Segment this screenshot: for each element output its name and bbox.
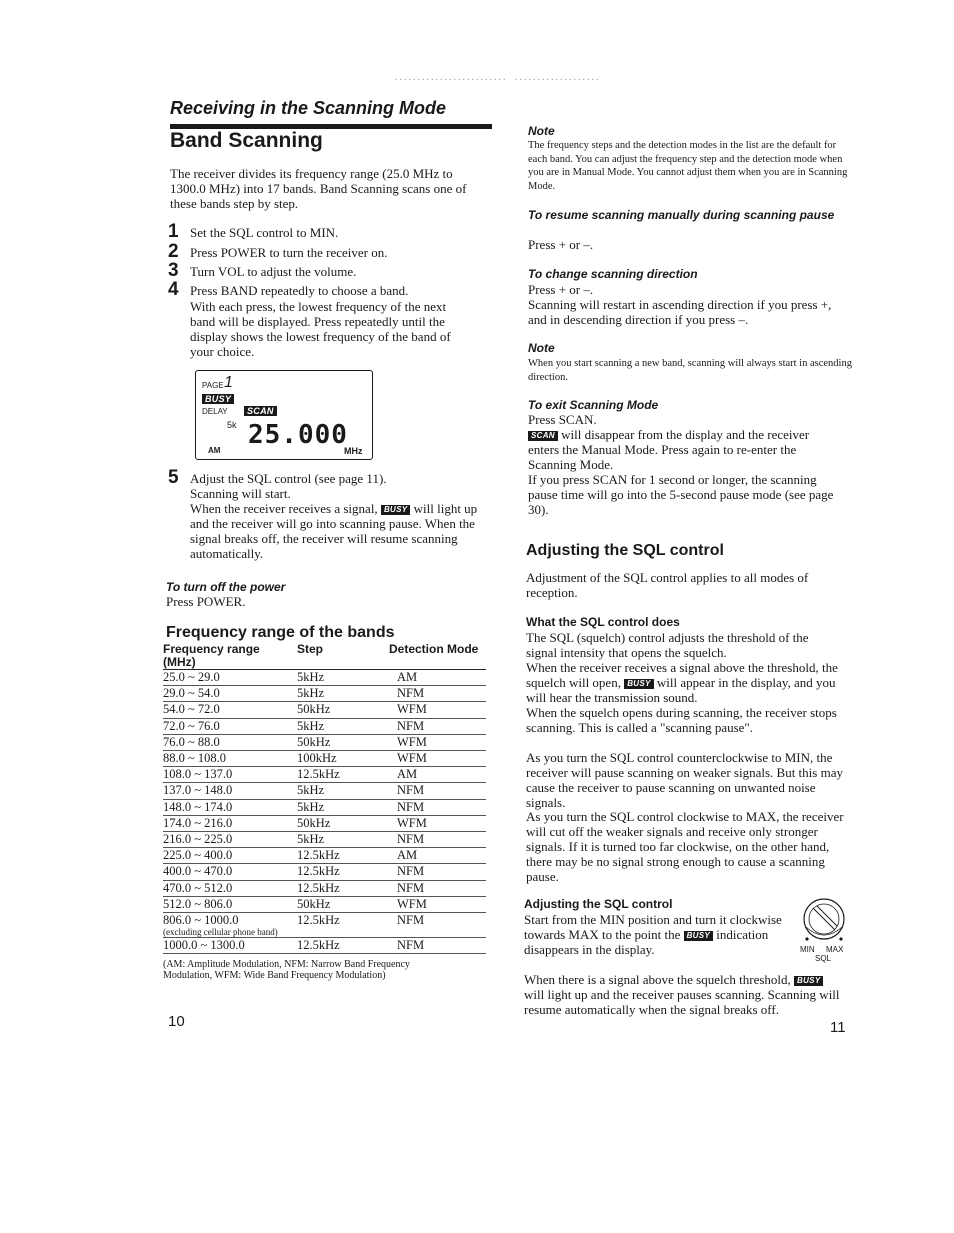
sql-title: Adjusting the SQL control bbox=[526, 542, 724, 559]
exit-text-3: If you press SCAN for 1 second or longer, the scanning pause time will go into the 5-second pause mode (see page 30). bbox=[528, 472, 834, 517]
step-number: 2 bbox=[168, 241, 179, 262]
sql-knob-icon bbox=[800, 897, 848, 943]
table-row: 88.0 ~ 108.0 100kHz WFM bbox=[163, 751, 486, 767]
table-row: 1000.0 ~ 1300.0 12.5kHz NFM bbox=[163, 938, 486, 954]
step-text: Adjust the SQL control (see page 11). bbox=[190, 471, 387, 486]
table-row: 148.0 ~ 174.0 5kHz NFM bbox=[163, 799, 486, 815]
step-number: 1 bbox=[168, 221, 179, 242]
step-text: Turn VOL to adjust the volume. bbox=[190, 264, 357, 279]
exit-heading: To exit Scanning Mode bbox=[528, 398, 659, 412]
lcd-display bbox=[195, 370, 373, 460]
resume-text: Press + or –. bbox=[528, 237, 594, 252]
table-row: 137.0 ~ 148.0 5kHz NFM bbox=[163, 783, 486, 799]
what-p2: When the receiver receives a signal above the threshold, the squelch will open, BUSY will appear in the display, and you will hear the transmission sound. bbox=[526, 660, 838, 705]
col-header-unit: (MHz) bbox=[163, 655, 196, 669]
table-row: 512.0 ~ 806.0 50kHz WFM bbox=[163, 896, 486, 912]
table-header-row bbox=[163, 643, 486, 670]
step-text-part: When the receiver receives a signal, bbox=[190, 501, 378, 516]
scan-artifact: ................... bbox=[515, 72, 601, 83]
sql-intro: Adjustment of the SQL control applies to all modes of reception. bbox=[526, 570, 809, 600]
what-p3: When the squelch opens during scanning, the receiver stops scanning. This is called a "scanning pause". bbox=[526, 705, 837, 735]
what-p5: As you turn the SQL control clockwise to MAX, the receiver will cut off the weaker signals and receive only stronger signals. If it is turned too far clockwise, on the other hand, there may be no signal strong enough to cause a scanning pause. bbox=[526, 809, 844, 884]
table-row: 174.0 ~ 216.0 50kHz WFM bbox=[163, 815, 486, 831]
busy-indicator: BUSY bbox=[381, 505, 410, 515]
exit-text-2: SCAN will disappear from the display and the receiver enters the Manual Mode. Press again to re-enter the Scanning Mode. bbox=[528, 427, 810, 472]
what-heading: What the SQL control does bbox=[526, 615, 680, 629]
step-2 bbox=[168, 241, 490, 262]
power-off-text: Press POWER. bbox=[166, 594, 246, 609]
step-4 bbox=[168, 279, 468, 359]
col-header-mode: Detection Mode bbox=[385, 643, 486, 670]
adjust-heading: Adjusting the SQL control bbox=[524, 897, 673, 911]
resume-heading: To resume scanning manually during scanning pause bbox=[528, 208, 835, 222]
scan-artifact: ......................... bbox=[395, 72, 508, 83]
step-text: Set the SQL control to MIN. bbox=[190, 225, 339, 240]
col-header-range: Frequency range (MHz) bbox=[163, 643, 291, 670]
frequency-table bbox=[163, 643, 486, 954]
table-row: 225.0 ~ 400.0 12.5kHz AM bbox=[163, 848, 486, 864]
knob-min-label: MIN bbox=[800, 945, 815, 954]
col-header-step: Step bbox=[291, 643, 385, 670]
step-5 bbox=[168, 467, 492, 561]
step-text: Press POWER to turn the receiver on. bbox=[190, 245, 388, 260]
lcd-step-label: 5k bbox=[227, 420, 237, 430]
table-row: 54.0 ~ 72.0 50kHz WFM bbox=[163, 702, 486, 718]
table-row: 400.0 ~ 470.0 12.5kHz NFM bbox=[163, 864, 486, 880]
adjust-p2: When there is a signal above the squelch threshold, BUSY will light up and the receiver pauses scanning. Scanning will resume automatically when the signal breaks off. bbox=[524, 972, 840, 1017]
step-text-part: will light up and the receiver will go into scanning pause. When the signal breaks off, the receiver will resume scanning automatically. bbox=[190, 501, 478, 561]
busy-indicator: BUSY bbox=[624, 679, 653, 689]
lcd-busy-indicator: BUSY bbox=[202, 394, 234, 404]
step-extra-text: With each press, the lowest frequency of the next band will be displayed. Press repeatedly until the display shows the lowest frequency of the band of your choice. bbox=[190, 299, 451, 359]
scan-indicator: SCAN bbox=[528, 431, 558, 441]
table-row: 76.0 ~ 88.0 50kHz WFM bbox=[163, 734, 486, 750]
busy-indicator: BUSY bbox=[794, 976, 823, 986]
table-row: 470.0 ~ 512.0 12.5kHz NFM bbox=[163, 880, 486, 896]
sql-knob-illustration bbox=[800, 897, 848, 963]
adjust-p1: Start from the MIN position and turn it clockwise towards MAX to the point the BUSY indication disappears in the display. bbox=[524, 912, 782, 957]
table-row: 216.0 ~ 225.0 5kHz NFM bbox=[163, 832, 486, 848]
direction-text-1: Press + or –. bbox=[528, 282, 594, 297]
direction-heading: To change scanning direction bbox=[528, 267, 698, 281]
lcd-mhz-label: MHz bbox=[344, 446, 363, 456]
page-title: Band Scanning bbox=[170, 129, 323, 152]
section-title: Receiving in the Scanning Mode bbox=[170, 98, 447, 118]
page-number-right: 11 bbox=[830, 1019, 846, 1036]
table-row: 25.0 ~ 29.0 5kHz AM bbox=[163, 670, 486, 686]
lcd-page-label: PAGE bbox=[202, 381, 224, 390]
intro-text: The receiver divides its frequency range (25.0 MHz to 1300.0 MHz) into 17 bands. Band Scanning scans one of these bands step by step. bbox=[170, 166, 467, 211]
table-footnote: (AM: Amplitude Modulation, NFM: Narrow Band Frequency Modulation, WFM: Wide Band Frequency Modulation) bbox=[163, 959, 410, 981]
power-off-heading: To turn off the power bbox=[166, 580, 286, 594]
step-3 bbox=[168, 260, 490, 281]
step-text: Scanning will start. bbox=[190, 486, 291, 501]
note2-heading: Note bbox=[528, 341, 555, 355]
knob-sql-label: SQL bbox=[815, 954, 832, 963]
step-number: 3 bbox=[168, 260, 179, 281]
knob-max-label: MAX bbox=[826, 945, 844, 954]
step-1 bbox=[168, 221, 490, 242]
step-text: Press BAND repeatedly to choose a band. bbox=[190, 283, 409, 298]
what-p4: As you turn the SQL control counterclockwise to MIN, the receiver will pause scanning on weaker signals. But this may cause the receiver to pause scanning on unwanted noise signals. bbox=[526, 750, 843, 810]
what-p1: The SQL (squelch) control adjusts the threshold of the signal intensity that opens the squelch. bbox=[526, 630, 809, 660]
exit-text-1: Press SCAN. bbox=[528, 412, 597, 427]
lcd-frequency: 25.000 bbox=[248, 420, 348, 450]
direction-text-2: Scanning will restart in ascending direction if you press +, and in descending direction if you press –. bbox=[528, 297, 832, 327]
note1-text: The frequency steps and the detection modes in the list are the default for each band. You can adjust the frequency step and the detection mode when you are in Manual Mode. You cannot adjust them when you are in Scanning Mode. bbox=[528, 140, 848, 192]
table-row: 29.0 ~ 54.0 5kHz NFM bbox=[163, 686, 486, 702]
page-number-left: 10 bbox=[168, 1013, 185, 1030]
step-number: 4 bbox=[168, 279, 179, 300]
note1-heading: Note bbox=[528, 124, 555, 138]
table-row: 806.0 ~ 1000.0 (excluding cellular phone band) 12.5kHz NFM bbox=[163, 913, 486, 938]
row-note: (excluding cellular phone band) bbox=[163, 927, 278, 938]
lcd-am-label: AM bbox=[208, 446, 221, 455]
table-row: 108.0 ~ 137.0 12.5kHz AM bbox=[163, 767, 486, 783]
step-text bbox=[190, 501, 492, 561]
lcd-page-number: 1 bbox=[224, 374, 233, 391]
table-row: 72.0 ~ 76.0 5kHz NFM bbox=[163, 718, 486, 734]
note2-text: When you start scanning a new band, scanning will always start in ascending direction. bbox=[528, 358, 852, 383]
lcd-scan-indicator: SCAN bbox=[244, 406, 277, 416]
freq-table-heading: Frequency range of the bands bbox=[166, 624, 395, 641]
busy-indicator: BUSY bbox=[684, 931, 713, 941]
step-number: 5 bbox=[168, 467, 179, 488]
lcd-delay-label: DELAY bbox=[202, 407, 228, 416]
